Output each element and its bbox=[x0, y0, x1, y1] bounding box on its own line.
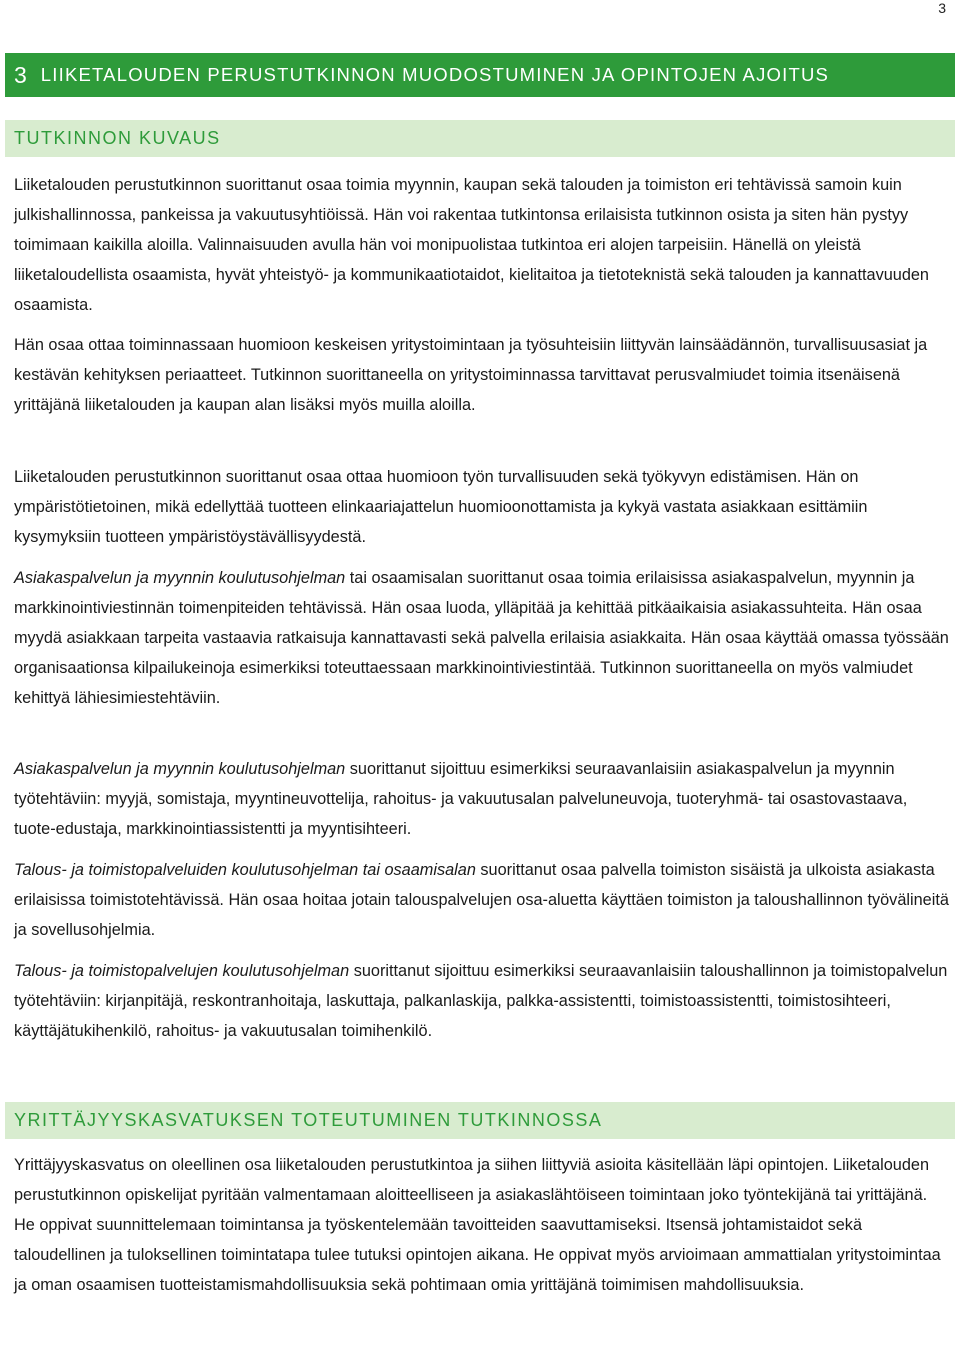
paragraph-office-services-jobs bbox=[14, 956, 949, 1046]
paragraph-customer-service bbox=[14, 563, 949, 713]
paragraph-text: suorittanut osaa palvella toimiston sisäistä ja ulkoista asiakasta erilaisissa toimistotehtävissä. Hän osaa hoitaa jotain talouspalvelujen osa-aluetta käyttäen toimiston ja taloushallinnon työvälineitä ja sovellusohjelmia. bbox=[14, 861, 949, 939]
program-name-italic: Talous- ja toimistopalveluiden koulutusohjelman tai osaamisalan bbox=[14, 861, 476, 879]
paragraph-entrepreneurship: Yrittäjyyskasvatus on oleellinen osa liiketalouden perustutkintoa ja siihen liittyviä asioita käsitellään läpi opintojen. Liiketalouden perustutkinnon opiskelijat pyritään valmentamaan aloitteelliseen ja asiakaslähtöiseen toimintaan joko työntekijänä tai yrittäjänä. He oppivat suunnittelemaan toimintansa ja työskentelemään tavoitteiden saavuttamiseksi. Itsensä johtamistaidot sekä taloudellinen ja tuloksellinen toimintatapa tulee tutuksi opintojen aikana. He oppivat myös arvioimaan ammattialan yritystoimintaa ja oman osaamisen tuotteistamismahdollisuuksia sekä pohtimaan omia yrittäjänä toimimisen mahdollisuuksia. bbox=[14, 1156, 941, 1294]
section-heading-tutkinnon-kuvaus: TUTKINNON KUVAUS bbox=[5, 120, 955, 157]
paragraph-text: suorittanut sijoittuu esimerkiksi seuraavanlaisiin asiakaspalvelun ja myynnin työtehtäviin: myyjä, somistaja, myyntineuvottelija, rahoitus- ja vakuutusalan palveluneuvoja, tuoteryhmä- tai osastovastaava, tuote-edustaja, markkinointiassistentti ja myyntisihteeri. bbox=[14, 760, 908, 838]
program-name-italic: Asiakaspalvelun ja myynnin koulutusohjelman bbox=[14, 569, 346, 587]
program-name-italic: Talous- ja toimistopalvelujen koulutusohjelman bbox=[14, 962, 350, 980]
paragraph-office-services bbox=[14, 855, 949, 945]
paragraph-customer-service-jobs bbox=[14, 754, 949, 844]
chapter-title: LIIKETALOUDEN PERUSTUTKINNON MUODOSTUMINEN JA OPINTOJEN AJOITUS bbox=[40, 64, 830, 85]
page-number: 3 bbox=[938, 0, 946, 16]
paragraph-safety: Liiketalouden perustutkinnon suorittanut osaa ottaa huomioon työn turvallisuuden sekä työkyvyn edistämisen. Hän on ympäristötietoinen, mikä edellyttää tuotteen elinkaariajattelun huomioonottamista ja kykyä vastata asiakkaan esittämiin kysymyksiin tuotteen ympäristöystävällisyydestä. bbox=[14, 468, 868, 546]
program-name-italic: Asiakaspalvelun ja myynnin koulutusohjelman bbox=[14, 760, 346, 778]
paragraph-text: tai osaamisalan suorittanut osaa toimia erilaisissa asiakaspalvelun, myynnin ja markkinointiviestinnän toimenpiteiden tehtävissä. Hän osaa luoda, ylläpitää ja kehittää pitkäaikaisia asiakassuhteita. Hän osaa myydä asiakkaan tarpeita vastaavia ratkaisuja kannattavasti sekä palvella erilaisia asiakkaita. Hän osaa käyttää omassa työssään organisaationsa kilpailukeinoja esimerkiksi toteuttaessaan markkinointiviestintää. Tutkinnon suorittaneella on myös valmiudet kehittyä lähiesimiestehtäviin. bbox=[14, 569, 949, 707]
section-heading-entrepreneurship: YRITTÄJYYSKASVATUKSEN TOTEUTUMINEN TUTKINNOSSA bbox=[5, 1102, 955, 1139]
chapter-number: 3 bbox=[14, 61, 27, 88]
paragraph-text: suorittanut sijoittuu esimerkiksi seuraavanlaisiin taloushallinnon ja toimistopalvelun työtehtäviin: kirjanpitäjä, reskontranhoitaja, laskuttaja, palkanlaskija, palkka-assistentti, toimistoassistentti, toimistosihteeri, käyttäjätukihenkilö, rahoitus- ja vakuutusalan toimihenkilö. bbox=[14, 962, 948, 1040]
paragraph-intro: Liiketalouden perustutkinnon suorittanut osaa toimia myynnin, kaupan sekä talouden ja toimiston eri tehtävissä samoin kuin julkishallinnossa, pankeissa ja vakuutusyhtiöissä. Hän voi rakentaa tutkintonsa erilaisista tutkinnon osista ja siten hän pystyy toimimaan kaikilla aloilla. Valinnaisuuden avulla hän voi monipuolistaa tutkintoa eri alojen tarpeisiin. Hänellä on yleistä liiketaloudellista osaamista, hyvät yhteistyö- ja kommunikaatiotaidot, kielitaitoa ja tietoteknistä sekä talouden ja kannattavuuden osaamista. bbox=[14, 176, 929, 314]
chapter-heading bbox=[5, 53, 955, 97]
paragraph-legislation: Hän osaa ottaa toiminnassaan huomioon keskeisen yritystoimintaan ja työsuhteisiin liittyvän lainsäädännön, turvallisuusasiat ja kestävän kehityksen periaatteet. Tutkinnon suorittaneella on yritystoiminnassa tarvittavat perusvalmiudet toimia itsenäisenä yrittäjänä liiketalouden ja kaupan alan lisäksi myös muilla aloilla. bbox=[14, 336, 928, 414]
